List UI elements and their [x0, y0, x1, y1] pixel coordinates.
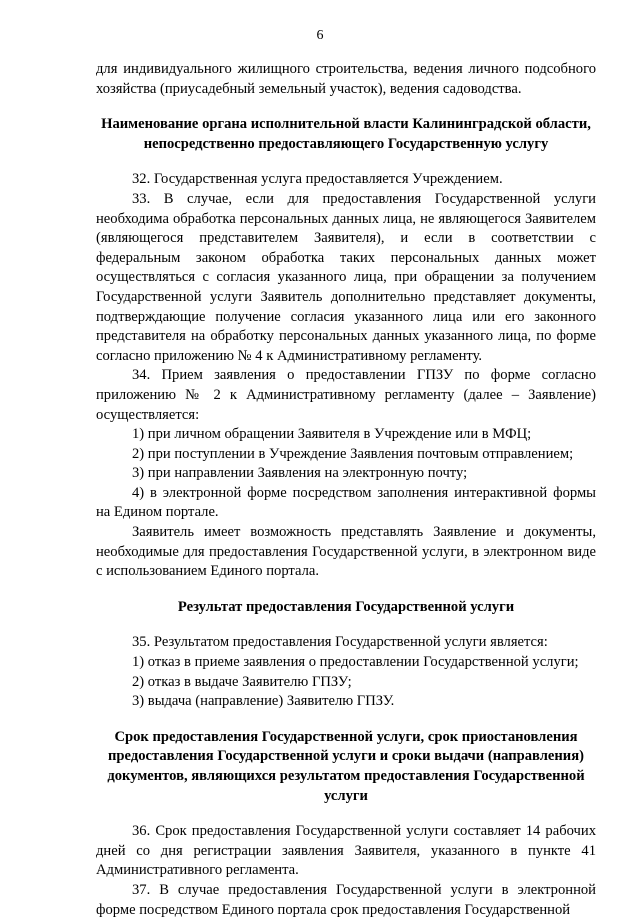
intro-paragraph: для индивидуального жилищного строительства, ведения личного подсобного хозяйства (приусадебный земельный участок), ведения садоводства. [96, 61, 596, 97]
paragraph-35: 35. Результатом предоставления Государственной услуги является: [132, 634, 548, 651]
list-item: 3) выдача (направление) Заявителю ГПЗУ. [132, 693, 395, 710]
paragraph-33: 33. В случае, если для предоставления Государственной услуги необходима обработка персональных данных лица, не являющегося Заявителем (являющегося представителем Заявителя), и если в соответствии с федеральным законом обработка таких персональных данных может осуществляться с согласия указанного лица, при обращении за получением Государственной услуги Заявитель дополнительно представляет документы, подтверждающие получение согласия указанного лица или его законного представителя на обработку персональных данных указанного лица, по форме согласно приложению № 4 к Административному регламенту. [96, 190, 596, 364]
paragraph-32: 32. Государственная услуга предоставляется Учреждением. [132, 171, 503, 188]
list-item: 3) при направлении Заявления на электронную почту; [132, 465, 468, 482]
section-heading-term: Срок предоставления Государственной услуги, срок приостановления предоставления Государственной услуги и сроки выдачи (направления) документов, являющихся результатом предоставления Государственной услуги [107, 728, 585, 804]
page-number: 6 [316, 28, 324, 43]
page-content [96, 60, 596, 920]
paragraph-34: 34. Прием заявления о предоставлении ГПЗУ по форме согласно приложению № 2 к Административному регламенту (далее – Заявление) осуществляется: [96, 367, 596, 423]
list-item: 2) при поступлении в Учреждение Заявления почтовым отправлением; [132, 445, 574, 462]
list-item: 1) отказ в приеме заявления о предоставлении Государственной услуги; [132, 654, 579, 671]
list-item: 1) при личном обращении Заявителя в Учреждение или в МФЦ; [132, 426, 532, 443]
paragraph-37: 37. В случае предоставления Государственной услуги в электронной форме посредством Единого портала срок предоставления Государственной [96, 881, 596, 918]
paragraph-36: 36. Срок предоставления Государственной услуги составляет 14 рабочих дней со дня регистрации заявления Заявителя, указанного в пункте 41 Административного регламента. [96, 823, 596, 879]
list-item: 4) в электронной форме посредством заполнения интерактивной формы на Едином портале. [96, 484, 596, 521]
list-item: 2) отказ в выдаче Заявителю ГПЗУ; [132, 673, 352, 690]
section-heading-authority: Наименование органа исполнительной власти Калининградской области, непосредственно предоставляющего Государственную услугу [101, 116, 591, 152]
paragraph-34-note: Заявитель имеет возможность представлять Заявление и документы, необходимые для предоставления Государственной услуги, в электронном виде с использованием Единого портала. [96, 524, 596, 580]
section-heading-result: Результат предоставления Государственной услуги [177, 598, 515, 615]
